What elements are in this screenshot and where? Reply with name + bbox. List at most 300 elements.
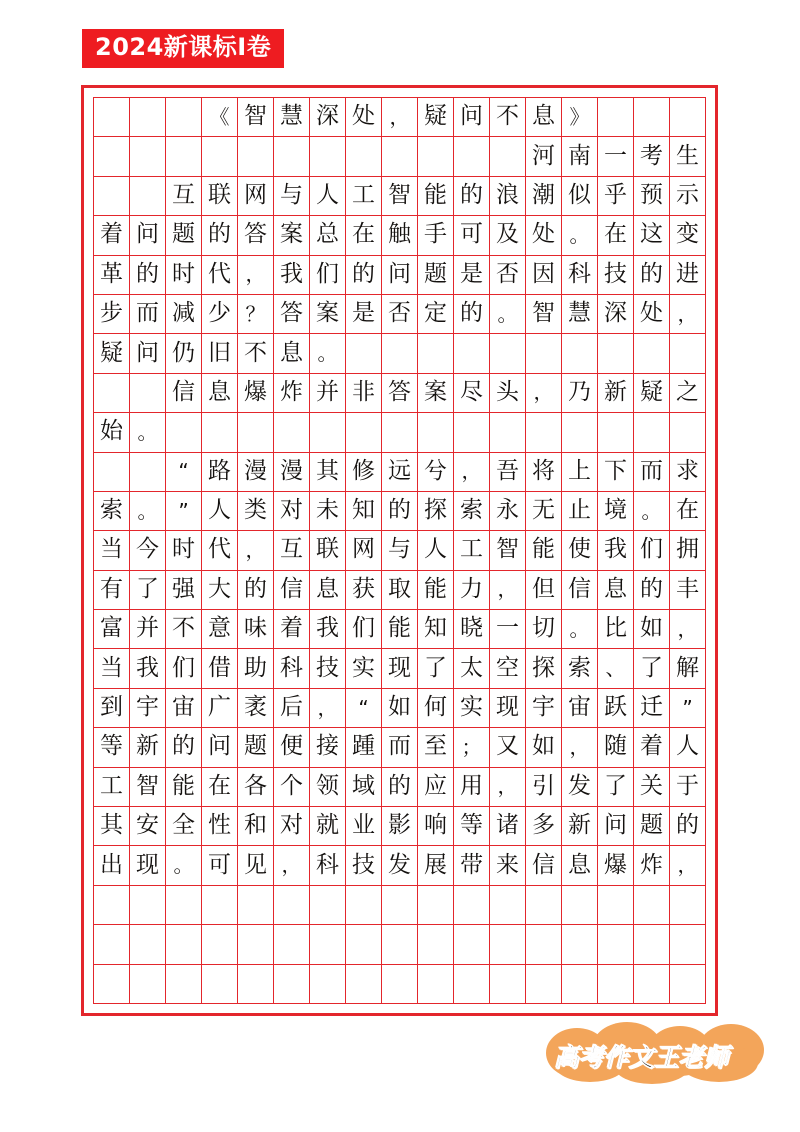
grid-cell[interactable]: 网 (238, 177, 274, 215)
grid-cell[interactable]: 题 (634, 807, 670, 845)
grid-cell[interactable]: 而 (382, 728, 418, 766)
grid-cell[interactable]: 问 (202, 728, 238, 766)
grid-cell[interactable]: ， (454, 453, 490, 491)
grid-cell[interactable]: 科 (562, 256, 598, 294)
grid-cell[interactable]: 可 (454, 216, 490, 254)
grid-cell[interactable]: 索 (94, 492, 130, 530)
grid-cell[interactable] (526, 413, 562, 451)
grid-cell[interactable]: 广 (202, 689, 238, 727)
grid-cell[interactable]: 影 (382, 807, 418, 845)
grid-cell[interactable]: 问 (454, 98, 490, 136)
grid-cell[interactable]: 案 (310, 295, 346, 333)
grid-cell[interactable]: 代 (202, 531, 238, 569)
grid-cell[interactable] (238, 413, 274, 451)
grid-cell[interactable] (418, 965, 454, 1003)
grid-cell[interactable]: 拥 (670, 531, 706, 569)
grid-cell[interactable]: 便 (274, 728, 310, 766)
grid-cell[interactable]: 疑 (94, 334, 130, 372)
grid-cell[interactable]: 后 (274, 689, 310, 727)
grid-cell[interactable] (94, 925, 130, 963)
grid-cell[interactable]: 问 (130, 216, 166, 254)
grid-cell[interactable] (274, 886, 310, 924)
grid-cell[interactable] (634, 965, 670, 1003)
grid-cell[interactable]: 展 (418, 846, 454, 884)
grid-cell[interactable] (274, 925, 310, 963)
grid-cell[interactable]: 取 (382, 571, 418, 609)
grid-cell[interactable] (418, 334, 454, 372)
grid-cell[interactable]: 漫 (274, 453, 310, 491)
grid-cell[interactable]: “ (166, 453, 202, 491)
grid-cell[interactable]: ， (238, 256, 274, 294)
grid-cell[interactable]: 知 (418, 610, 454, 648)
grid-cell[interactable]: 定 (418, 295, 454, 333)
grid-cell[interactable] (346, 413, 382, 451)
grid-cell[interactable]: 借 (202, 649, 238, 687)
grid-cell[interactable]: 解 (670, 649, 706, 687)
grid-cell[interactable]: 未 (310, 492, 346, 530)
grid-cell[interactable]: 技 (598, 256, 634, 294)
grid-cell[interactable]: 题 (166, 216, 202, 254)
grid-cell[interactable]: 仍 (166, 334, 202, 372)
grid-cell[interactable]: 少 (202, 295, 238, 333)
grid-cell[interactable]: 有 (94, 571, 130, 609)
grid-cell[interactable]: 来 (490, 846, 526, 884)
grid-cell[interactable]: 带 (454, 846, 490, 884)
grid-cell[interactable]: 炸 (634, 846, 670, 884)
grid-cell[interactable] (598, 965, 634, 1003)
grid-cell[interactable]: 又 (490, 728, 526, 766)
grid-cell[interactable]: 在 (202, 768, 238, 806)
grid-cell[interactable]: ， (490, 571, 526, 609)
grid-cell[interactable] (94, 137, 130, 175)
grid-cell[interactable] (670, 925, 706, 963)
grid-cell[interactable]: 及 (490, 216, 526, 254)
grid-cell[interactable]: 发 (562, 768, 598, 806)
grid-cell[interactable]: 而 (634, 453, 670, 491)
grid-cell[interactable] (166, 413, 202, 451)
grid-cell[interactable]: 远 (382, 453, 418, 491)
grid-cell[interactable]: 案 (274, 216, 310, 254)
grid-cell[interactable] (202, 137, 238, 175)
grid-cell[interactable] (238, 965, 274, 1003)
grid-cell[interactable]: 不 (238, 334, 274, 372)
grid-cell[interactable]: 的 (382, 768, 418, 806)
grid-cell[interactable] (634, 98, 670, 136)
grid-cell[interactable]: 的 (634, 256, 670, 294)
grid-cell[interactable] (130, 177, 166, 215)
grid-cell[interactable]: 。 (562, 610, 598, 648)
grid-cell[interactable]: 潮 (526, 177, 562, 215)
grid-cell[interactable]: 见 (238, 846, 274, 884)
grid-cell[interactable] (310, 413, 346, 451)
grid-cell[interactable]: 比 (598, 610, 634, 648)
grid-cell[interactable]: 实 (454, 689, 490, 727)
grid-cell[interactable]: 一 (490, 610, 526, 648)
grid-cell[interactable]: 探 (418, 492, 454, 530)
grid-cell[interactable]: 跃 (598, 689, 634, 727)
grid-cell[interactable]: 宙 (562, 689, 598, 727)
grid-cell[interactable]: 新 (562, 807, 598, 845)
grid-cell[interactable] (94, 98, 130, 136)
grid-cell[interactable]: 当 (94, 531, 130, 569)
grid-cell[interactable]: 大 (202, 571, 238, 609)
grid-cell[interactable] (130, 886, 166, 924)
grid-cell[interactable] (382, 965, 418, 1003)
grid-cell[interactable]: 息 (598, 571, 634, 609)
grid-cell[interactable]: 多 (526, 807, 562, 845)
grid-cell[interactable]: 境 (598, 492, 634, 530)
grid-cell[interactable]: 代 (202, 256, 238, 294)
grid-cell[interactable]: 是 (454, 256, 490, 294)
grid-cell[interactable]: 现 (130, 846, 166, 884)
grid-cell[interactable]: 在 (598, 216, 634, 254)
grid-cell[interactable]: 并 (130, 610, 166, 648)
grid-cell[interactable]: 领 (310, 768, 346, 806)
grid-cell[interactable]: 各 (238, 768, 274, 806)
grid-cell[interactable]: 出 (94, 846, 130, 884)
grid-cell[interactable]: 对 (274, 807, 310, 845)
grid-cell[interactable]: 题 (418, 256, 454, 294)
grid-cell[interactable]: 进 (670, 256, 706, 294)
grid-cell[interactable]: 的 (202, 216, 238, 254)
grid-cell[interactable] (490, 137, 526, 175)
grid-cell[interactable]: 总 (310, 216, 346, 254)
grid-cell[interactable]: 我 (310, 610, 346, 648)
grid-cell[interactable]: 将 (526, 453, 562, 491)
grid-cell[interactable]: 时 (166, 531, 202, 569)
grid-cell[interactable] (454, 886, 490, 924)
grid-cell[interactable]: 富 (94, 610, 130, 648)
grid-cell[interactable] (670, 413, 706, 451)
grid-cell[interactable]: 人 (310, 177, 346, 215)
grid-cell[interactable] (562, 886, 598, 924)
grid-cell[interactable]: 了 (418, 649, 454, 687)
grid-cell[interactable]: 与 (274, 177, 310, 215)
grid-cell[interactable]: 息 (526, 98, 562, 136)
grid-cell[interactable]: 》 (562, 98, 598, 136)
grid-cell[interactable]: 。 (562, 216, 598, 254)
grid-cell[interactable]: 炸 (274, 374, 310, 412)
grid-cell[interactable] (310, 886, 346, 924)
grid-cell[interactable]: 味 (238, 610, 274, 648)
grid-cell[interactable] (490, 886, 526, 924)
grid-cell[interactable]: 太 (454, 649, 490, 687)
grid-cell[interactable] (382, 137, 418, 175)
grid-cell[interactable]: 乃 (562, 374, 598, 412)
grid-cell[interactable] (130, 925, 166, 963)
grid-cell[interactable] (598, 886, 634, 924)
grid-cell[interactable] (130, 453, 166, 491)
grid-cell[interactable]: 疑 (418, 98, 454, 136)
grid-cell[interactable]: 的 (382, 492, 418, 530)
grid-cell[interactable]: 们 (346, 610, 382, 648)
grid-cell[interactable]: 智 (238, 98, 274, 136)
grid-cell[interactable]: 晓 (454, 610, 490, 648)
grid-cell[interactable]: 但 (526, 571, 562, 609)
grid-cell[interactable]: 慧 (274, 98, 310, 136)
grid-cell[interactable]: 不 (166, 610, 202, 648)
grid-cell[interactable] (634, 413, 670, 451)
grid-cell[interactable] (130, 137, 166, 175)
grid-cell[interactable] (418, 413, 454, 451)
grid-cell[interactable]: 头 (490, 374, 526, 412)
grid-cell[interactable]: 。 (130, 413, 166, 451)
grid-cell[interactable]: 于 (670, 768, 706, 806)
grid-cell[interactable] (454, 334, 490, 372)
grid-cell[interactable]: 域 (346, 768, 382, 806)
grid-cell[interactable] (166, 137, 202, 175)
grid-cell[interactable]: 智 (130, 768, 166, 806)
grid-cell[interactable]: 慧 (562, 295, 598, 333)
grid-cell[interactable]: 诸 (490, 807, 526, 845)
grid-cell[interactable]: 宇 (130, 689, 166, 727)
grid-cell[interactable]: 力 (454, 571, 490, 609)
grid-cell[interactable]: 在 (670, 492, 706, 530)
grid-cell[interactable]: 否 (490, 256, 526, 294)
grid-cell[interactable] (310, 925, 346, 963)
grid-cell[interactable]: 能 (166, 768, 202, 806)
grid-cell[interactable]: 疑 (634, 374, 670, 412)
grid-cell[interactable] (310, 965, 346, 1003)
grid-cell[interactable] (202, 886, 238, 924)
grid-cell[interactable]: 时 (166, 256, 202, 294)
grid-cell[interactable]: 否 (382, 295, 418, 333)
grid-cell[interactable]: 息 (202, 374, 238, 412)
grid-cell[interactable]: 应 (418, 768, 454, 806)
grid-cell[interactable] (562, 925, 598, 963)
grid-cell[interactable]: 可 (202, 846, 238, 884)
grid-cell[interactable]: 止 (562, 492, 598, 530)
grid-cell[interactable] (382, 925, 418, 963)
grid-cell[interactable]: 我 (274, 256, 310, 294)
grid-cell[interactable]: 案 (418, 374, 454, 412)
grid-cell[interactable] (202, 925, 238, 963)
grid-cell[interactable]: 等 (454, 807, 490, 845)
grid-cell[interactable] (670, 965, 706, 1003)
grid-cell[interactable] (490, 334, 526, 372)
grid-cell[interactable]: 答 (382, 374, 418, 412)
grid-cell[interactable]: 新 (598, 374, 634, 412)
grid-cell[interactable]: 处 (526, 216, 562, 254)
grid-cell[interactable]: 了 (130, 571, 166, 609)
grid-cell[interactable]: 浪 (490, 177, 526, 215)
grid-cell[interactable]: 技 (310, 649, 346, 687)
grid-cell[interactable]: 联 (310, 531, 346, 569)
grid-cell[interactable]: 安 (130, 807, 166, 845)
grid-cell[interactable] (598, 413, 634, 451)
grid-cell[interactable]: 个 (274, 768, 310, 806)
grid-cell[interactable]: 爆 (598, 846, 634, 884)
grid-cell[interactable]: 网 (346, 531, 382, 569)
grid-cell[interactable]: 南 (562, 137, 598, 175)
grid-cell[interactable] (166, 886, 202, 924)
grid-cell[interactable] (346, 886, 382, 924)
grid-cell[interactable]: 问 (130, 334, 166, 372)
grid-cell[interactable]: 智 (490, 531, 526, 569)
grid-cell[interactable]: 其 (310, 453, 346, 491)
grid-cell[interactable]: 息 (562, 846, 598, 884)
grid-cell[interactable]: 始 (94, 413, 130, 451)
grid-cell[interactable] (94, 374, 130, 412)
grid-cell[interactable] (238, 925, 274, 963)
grid-cell[interactable]: 人 (202, 492, 238, 530)
grid-cell[interactable] (274, 965, 310, 1003)
grid-cell[interactable]: 、 (598, 649, 634, 687)
grid-cell[interactable]: 空 (490, 649, 526, 687)
grid-cell[interactable]: 现 (490, 689, 526, 727)
grid-cell[interactable]: 就 (310, 807, 346, 845)
grid-cell[interactable]: 永 (490, 492, 526, 530)
grid-cell[interactable]: 索 (454, 492, 490, 530)
grid-cell[interactable]: 在 (346, 216, 382, 254)
grid-cell[interactable] (238, 886, 274, 924)
grid-cell[interactable]: 了 (598, 768, 634, 806)
grid-cell[interactable]: 这 (634, 216, 670, 254)
grid-cell[interactable] (202, 413, 238, 451)
grid-cell[interactable] (490, 925, 526, 963)
grid-cell[interactable]: 助 (238, 649, 274, 687)
grid-cell[interactable]: 迁 (634, 689, 670, 727)
grid-cell[interactable]: 现 (382, 649, 418, 687)
grid-cell[interactable]: 用 (454, 768, 490, 806)
grid-cell[interactable] (634, 334, 670, 372)
grid-cell[interactable]: 并 (310, 374, 346, 412)
grid-cell[interactable] (526, 886, 562, 924)
grid-cell[interactable]: 深 (598, 295, 634, 333)
grid-cell[interactable]: ， (490, 768, 526, 806)
grid-cell[interactable]: 全 (166, 807, 202, 845)
grid-cell[interactable]: 吾 (490, 453, 526, 491)
grid-cell[interactable]: 求 (670, 453, 706, 491)
grid-cell[interactable] (274, 413, 310, 451)
grid-cell[interactable] (562, 965, 598, 1003)
grid-cell[interactable]: 智 (526, 295, 562, 333)
grid-cell[interactable]: 我 (130, 649, 166, 687)
grid-cell[interactable] (562, 413, 598, 451)
grid-cell[interactable] (418, 925, 454, 963)
grid-cell[interactable]: 信 (166, 374, 202, 412)
grid-cell[interactable]: 着 (274, 610, 310, 648)
grid-cell[interactable]: 信 (526, 846, 562, 884)
grid-cell[interactable]: ” (166, 492, 202, 530)
grid-cell[interactable] (94, 886, 130, 924)
grid-cell[interactable]: 等 (94, 728, 130, 766)
grid-cell[interactable]: 上 (562, 453, 598, 491)
grid-cell[interactable] (418, 886, 454, 924)
grid-cell[interactable] (130, 965, 166, 1003)
grid-cell[interactable]: 一 (598, 137, 634, 175)
grid-cell[interactable]: 与 (382, 531, 418, 569)
grid-cell[interactable]: 《 (202, 98, 238, 136)
grid-cell[interactable]: 处 (346, 98, 382, 136)
grid-cell[interactable]: 信 (562, 571, 598, 609)
grid-cell[interactable] (670, 334, 706, 372)
grid-cell[interactable]: 减 (166, 295, 202, 333)
grid-cell[interactable]: 新 (130, 728, 166, 766)
grid-cell[interactable] (598, 98, 634, 136)
grid-cell[interactable]: 能 (526, 531, 562, 569)
grid-cell[interactable] (382, 886, 418, 924)
grid-cell[interactable]: ， (310, 689, 346, 727)
grid-cell[interactable]: ， (670, 610, 706, 648)
grid-cell[interactable]: 的 (166, 728, 202, 766)
grid-cell[interactable] (670, 98, 706, 136)
grid-cell[interactable] (346, 334, 382, 372)
grid-cell[interactable]: 考 (634, 137, 670, 175)
grid-cell[interactable]: 生 (670, 137, 706, 175)
grid-cell[interactable]: 能 (418, 177, 454, 215)
grid-cell[interactable]: 的 (634, 571, 670, 609)
grid-cell[interactable] (310, 137, 346, 175)
grid-cell[interactable] (238, 137, 274, 175)
grid-cell[interactable]: “ (346, 689, 382, 727)
grid-cell[interactable] (382, 334, 418, 372)
grid-cell[interactable]: 深 (310, 98, 346, 136)
grid-cell[interactable]: ， (562, 728, 598, 766)
grid-cell[interactable] (562, 334, 598, 372)
grid-cell[interactable]: 知 (346, 492, 382, 530)
grid-cell[interactable]: 了 (634, 649, 670, 687)
grid-cell[interactable]: 至 (418, 728, 454, 766)
grid-cell[interactable]: 实 (346, 649, 382, 687)
grid-cell[interactable]: ， (670, 846, 706, 884)
grid-cell[interactable]: 兮 (418, 453, 454, 491)
grid-cell[interactable]: 问 (382, 256, 418, 294)
grid-cell[interactable]: 们 (634, 531, 670, 569)
grid-cell[interactable] (166, 98, 202, 136)
grid-cell[interactable]: 类 (238, 492, 274, 530)
grid-cell[interactable]: 无 (526, 492, 562, 530)
grid-cell[interactable]: 是 (346, 295, 382, 333)
grid-cell[interactable] (94, 453, 130, 491)
grid-cell[interactable]: 乎 (598, 177, 634, 215)
grid-cell[interactable]: 题 (238, 728, 274, 766)
grid-cell[interactable] (670, 886, 706, 924)
grid-cell[interactable]: 革 (94, 256, 130, 294)
grid-cell[interactable] (454, 137, 490, 175)
grid-cell[interactable]: 切 (526, 610, 562, 648)
grid-cell[interactable]: 的 (454, 295, 490, 333)
grid-cell[interactable]: 人 (670, 728, 706, 766)
grid-cell[interactable]: ； (454, 728, 490, 766)
grid-cell[interactable]: 着 (634, 728, 670, 766)
grid-cell[interactable]: 们 (310, 256, 346, 294)
grid-cell[interactable] (166, 965, 202, 1003)
grid-cell[interactable]: 尽 (454, 374, 490, 412)
grid-cell[interactable]: 引 (526, 768, 562, 806)
grid-cell[interactable]: 息 (310, 571, 346, 609)
grid-cell[interactable]: ， (238, 531, 274, 569)
grid-cell[interactable]: 非 (346, 374, 382, 412)
grid-cell[interactable]: 技 (346, 846, 382, 884)
grid-cell[interactable]: 丰 (670, 571, 706, 609)
grid-cell[interactable] (526, 334, 562, 372)
grid-cell[interactable] (202, 965, 238, 1003)
grid-cell[interactable]: 不 (490, 98, 526, 136)
grid-cell[interactable]: 如 (526, 728, 562, 766)
grid-cell[interactable]: ， (382, 98, 418, 136)
grid-cell[interactable]: 对 (274, 492, 310, 530)
grid-cell[interactable]: ？ (238, 295, 274, 333)
grid-cell[interactable]: 宇 (526, 689, 562, 727)
grid-cell[interactable]: 。 (130, 492, 166, 530)
grid-cell[interactable] (454, 925, 490, 963)
grid-cell[interactable]: 能 (382, 610, 418, 648)
grid-cell[interactable]: 。 (310, 334, 346, 372)
grid-cell[interactable]: 科 (310, 846, 346, 884)
grid-cell[interactable]: 袤 (238, 689, 274, 727)
grid-cell[interactable]: 探 (526, 649, 562, 687)
